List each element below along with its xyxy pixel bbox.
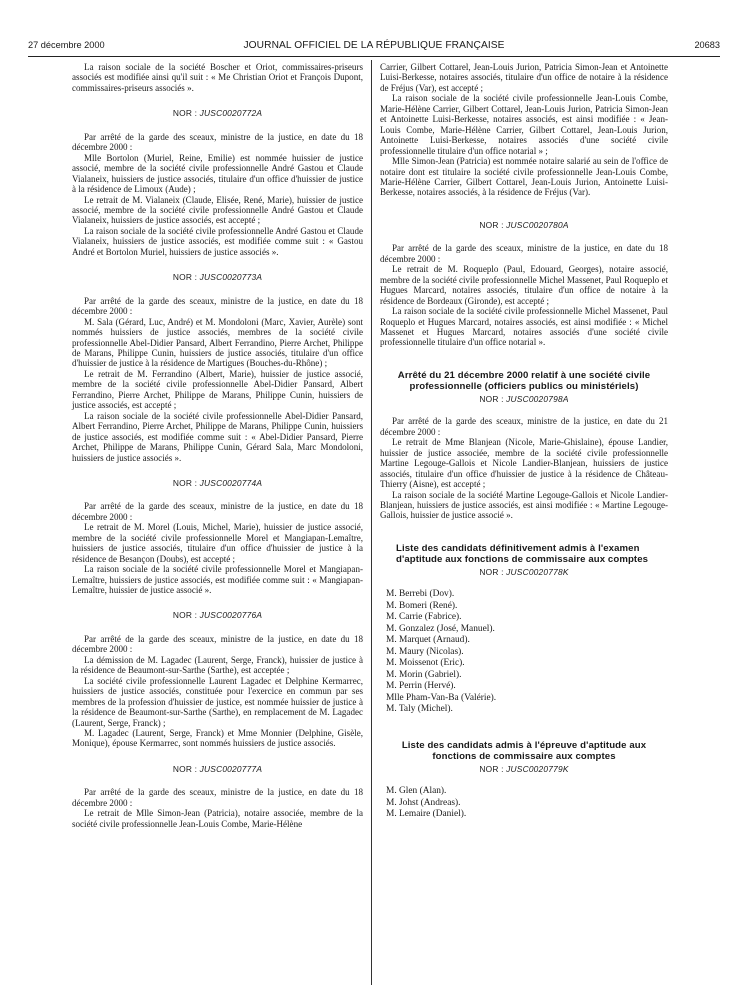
- page-header: [28, 40, 720, 52]
- paragraph: Par arrêté de la garde des sceaux, ministre de la justice, en date du 18 décembre 2000 :: [72, 633, 363, 655]
- paragraph: Par arrêté de la garde des sceaux, ministre de la justice, en date du 18 décembre 2000 :: [380, 243, 668, 264]
- list-item: M. Glen (Alan).: [386, 786, 447, 797]
- list-item: Mlle Pham-Van-Ba (Valérie).: [386, 692, 497, 703]
- list-item: M. Lemaire (Daniel).: [386, 809, 467, 820]
- paragraph: Par arrêté de la garde des sceaux, ministre de la justice, en date du 18 décembre 2000 :: [72, 787, 363, 808]
- header-date: 27 décembre 2000: [28, 40, 105, 50]
- paragraph: Mlle Bortolon (Muriel, Reine, Emilie) est nommée huissier de justice associé, membre de la société civile professionnelle André Gastou et Claude Vialaneix, huissiers de justice associés, titulaire d'un office d'huissier de justice à la résidence de Limoux (Aude) ;: [72, 152, 363, 195]
- nor-reference: NOR : JUSC0020772A: [172, 108, 263, 119]
- paragraph: Par arrêté de la garde des sceaux, ministre de la justice, en date du 18 décembre 2000 :: [72, 501, 363, 522]
- intro-paragraph: La raison sociale de la société Boscher et Oriot, commissaires-priseurs associés est modifiée ainsi qu'il suit : « Me Christian Oriot et François Dupont, commissaires-priseurs associés ».: [72, 62, 363, 93]
- notice-block: [72, 610, 363, 748]
- section-title: Arrêté du 21 décembre 2000 relatif à une société civile professionnelle (officiers publics ou ministériels): [397, 369, 651, 392]
- paragraph: La raison sociale de la société civile professionnelle Michel Massenet, Paul Roqueplo et Hugues Marcard, notaires associés, est ainsi modifiée : « Michel Massenet et Hugues Marcard, notaires associés d'une société civile professionnelle titulaire d'un office notarial ».: [380, 306, 668, 348]
- paragraph: Le retrait de M. Morel (Louis, Michel, Marie), huissier de justice associé, membre de la société civile professionnelle Morel et Mangiapan-Lemaître, huissiers de justice associés, titulaire d'un office d'huissier de justice à la résidence de Besançon (Doubs), est accepté ;: [72, 522, 363, 564]
- paragraph: La raison sociale de la société civile professionnelle Morel et Mangiapan-Lemaître, huissiers de justice associés, est modifiée comme suit : « Mangiapan-Lemaître, huissier de justice associé ».: [72, 564, 363, 596]
- page-number: 20683: [694, 40, 720, 50]
- notice-block: [72, 272, 363, 463]
- header-rule: [28, 56, 720, 57]
- list-item: M. Perrin (Hervé).: [386, 681, 456, 692]
- paragraph: La raison sociale de la société civile professionnelle Jean-Louis Combe, Marie-Hélène Carrier, Gilbert Cottarel, Jean-Louis Jurion, Patricia Simon-Jean et Antoinette Luisi-Berkesse, notaires associés, est ainsi modifiée : « Jean-Louis Combe, Marie-Hélène Carrier, Gilbert Cottarel, Jean-Louis Jurion, Antoinette Luisi-Berkesse, notaires associés d'une société civile professionnelle titulaire d'un office notarial » ;: [380, 93, 668, 156]
- paragraph: Le retrait de M. Vialaneix (Claude, Elisée, René, Marie), huissier de justice associé, membre de la société civile professionnelle André Gastou et Claude Vialaneix, huissiers de justice associés, est accepté ;: [72, 194, 363, 226]
- paragraph: Le retrait de M. Roqueplo (Paul, Edouard, Georges), notaire associé, membre de la société civile professionnelle Michel Massenet, Paul Roqueplo et Hugues Marcard, notaires associés, titulaire d'un office de notaire à la résidence de Bordeaux (Gironde), est accepté ;: [380, 264, 668, 306]
- list-item: M. Johst (Andreas).: [386, 797, 461, 808]
- journal-title: JOURNAL OFFICIEL DE LA RÉPUBLIQUE FRANÇAISE: [243, 40, 505, 51]
- nor-reference: NOR : JUSC0020779K: [479, 763, 569, 774]
- arrete-section: [380, 370, 668, 521]
- paragraph: M. Sala (Gérard, Luc, André) et M. Mondoloni (Marc, Xavier, Aurèle) sont nommés huissiers de justice associés, membres de la société civile professionnelle Abel-Didier Pansard, Albert Ferrandino, Pierre Archet, Philippe de Marans, Philippe Cunin, huissiers de justice associés, titulaire d'un office d'huissier de justice à la résidence de Martigues (Bouches-du-Rhône) ;: [72, 316, 363, 369]
- paragraph: La raison sociale de la société civile professionnelle André Gastou et Claude Vialaneix, huissiers de justice associés, est modifiée comme suit : « Gastou André et Bortolon Muriel, huissiers de justice associés ».: [72, 225, 363, 257]
- candidates-list: [386, 786, 668, 821]
- nor-reference: NOR : JUSC0020774A: [172, 477, 263, 488]
- nor-reference: NOR : JUSC0020773A: [172, 272, 263, 283]
- notice-block: [72, 108, 363, 257]
- paragraph: Par arrêté de la garde des sceaux, ministre de la justice, en date du 18 décembre 2000 :: [72, 131, 363, 153]
- candidates-list-section: [380, 740, 668, 821]
- notice-block: [380, 220, 668, 348]
- paragraph: Par arrêté de la garde des sceaux, ministre de la justice, en date du 18 décembre 2000 :: [72, 295, 363, 317]
- list-item: M. Berrebi (Dov).: [386, 589, 455, 600]
- notice-block: [72, 478, 363, 596]
- list-item: M. Carrie (Fabrice).: [386, 612, 462, 623]
- paragraph: La démission de M. Lagadec (Laurent, Serge, Franck), huissier de justice à la résidence de Beaumont-sur-Sarthe (Sarthe), est acceptée ;: [72, 654, 363, 676]
- nor-reference: NOR : JUSC0020798A: [479, 393, 569, 404]
- right-column: [380, 62, 668, 821]
- list-item: M. Taly (Michel).: [386, 704, 453, 715]
- nor-reference: NOR : JUSC0020780A: [479, 219, 569, 230]
- candidates-list: [386, 589, 668, 716]
- notice-block: [72, 764, 363, 829]
- paragraph: M. Lagadec (Laurent, Serge, Franck) et Mme Monnier (Delphine, Gisèle, Monique), épouse Kermarrec, sont nommés huissiers de justice associés.: [72, 728, 363, 749]
- paragraph: La raison sociale de la société Martine Legouge-Gallois et Nicole Landier-Blanjean, huissiers de justice associés, est ainsi modifiée : « Martine Legouge-Gallois, huissier de justice associé ».: [380, 489, 668, 521]
- paragraph: Par arrêté de la garde des sceaux, ministre de la justice, en date du 21 décembre 2000 :: [380, 416, 668, 437]
- nor-reference: NOR : JUSC0020776A: [172, 610, 263, 621]
- nor-reference: NOR : JUSC0020777A: [172, 763, 263, 774]
- continuation-paragraph: Carrier, Gilbert Cottarel, Jean-Louis Jurion, Patricia Simon-Jean et Antoinette Luisi-Berkesse, notaires associés, titulaire d'un office de notaire à la résidence de Fréjus (Var), est accepté ;: [380, 62, 668, 93]
- list-item: M. Gonzalez (José, Manuel).: [386, 623, 495, 634]
- list-item: M. Bomeri (René).: [386, 600, 458, 611]
- paragraph: Mlle Simon-Jean (Patricia) est nommée notaire salarié au sein de l'office de notaire dont est titulaire la société civile professionnelle Jean-Louis Combe, Marie-Hélène Carrier, Gilbert Cottarel, Jean-Louis Jurion, Antoinette Luisi-Berkesse, notaires associés, à la résidence de Fréjus (Var).: [380, 156, 668, 198]
- paragraph: Le retrait de M. Ferrandino (Albert, Marie), huissier de justice associé, membre de la société civile professionnelle Abel-Didier Pansard, Albert Ferrandino, Pierre Archet, Philippe de Marans, Philippe Cunin, huissiers de justice associés, est accepté ;: [72, 368, 363, 411]
- paragraph: Le retrait de Mlle Simon-Jean (Patricia), notaire associée, membre de la société civile professionnelle Jean-Louis Combe, Marie-Hélène: [72, 808, 363, 829]
- section-title: Liste des candidats admis à l'épreuve d'aptitude aux fonctions de commissaire aux comptes: [401, 739, 647, 762]
- section-title: Liste des candidats définitivement admis à l'examen d'aptitude aux fonctions de commissaire aux comptes: [396, 542, 649, 565]
- candidates-list-section: [380, 543, 668, 716]
- list-item: M. Morin (Gabriel).: [386, 669, 462, 680]
- list-item: M. Marquet (Arnaud).: [386, 635, 470, 646]
- column-divider: [371, 60, 372, 985]
- paragraph: La société civile professionnelle Laurent Lagadec et Delphine Kermarrec, huissiers de justice associés, constituée pour l'exercice en commun par ses membres de la profession d'huissier de justice, est nommée huissier de justice à la résidence de Beaumont-sur-Sarthe (Sarthe), en remplacement de M. Lagadec (Laurent, Serge, Franck) ;: [72, 675, 363, 728]
- left-column: [72, 62, 363, 829]
- list-item: M. Moissenot (Eric).: [386, 658, 465, 669]
- list-item: M. Maury (Nicolas).: [386, 646, 464, 657]
- paragraph: Le retrait de Mme Blanjean (Nicole, Marie-Ghislaine), épouse Landier, huissier de justice associée, membre de la société civile professionnelle Martine Legouge-Gallois et Nicole Landier-Blanjean, huissiers de justice associés, titulaire d'un office d'huissier de justice à la résidence de Château-Thierry (Aisne), est accepté ;: [380, 437, 668, 490]
- paragraph: La raison sociale de la société civile professionnelle Abel-Didier Pansard, Albert Ferrandino, Pierre Archet, Philippe de Marans, Philippe Cunin, huissiers de justice associés, est modifiée comme suit : « Abel-Didier Pansard, Pierre Archet, Philippe de Marans, Philippe Cunin, Gérard Sala, Marc Mondoloni, huissiers de justice associés ».: [72, 410, 363, 463]
- nor-reference: NOR : JUSC0020778K: [479, 566, 569, 577]
